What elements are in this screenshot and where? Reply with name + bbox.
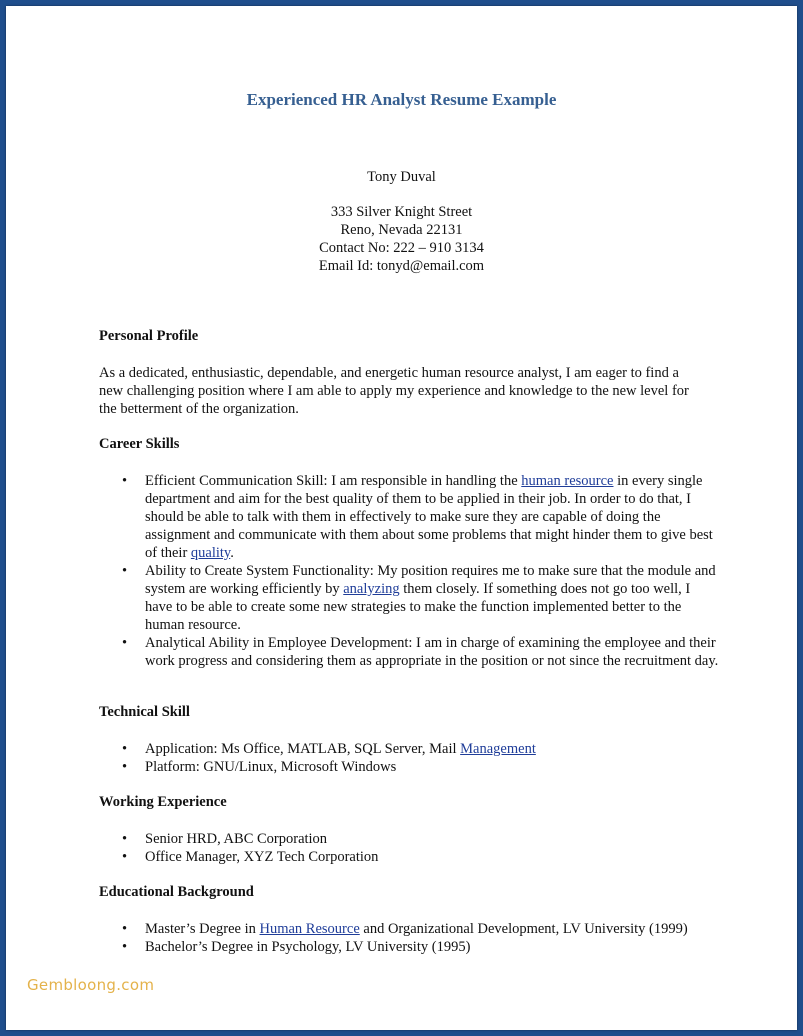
career-skill-2-text: Ability to Create System Functionality: My position requires me to make sure that the module and system are working efficiently by bbox=[145, 563, 716, 597]
working-experience-list bbox=[99, 830, 719, 866]
contact-number: Contact No: 222 – 910 3134 bbox=[319, 240, 484, 256]
education-list bbox=[99, 920, 719, 956]
list-item bbox=[99, 758, 719, 776]
list-item bbox=[99, 920, 719, 938]
career-skill-1-text: Efficient Communication Skill: I am responsible in handling the bbox=[145, 473, 522, 489]
human-resource-link[interactable]: human resource bbox=[521, 473, 614, 489]
career-skill-3-text: Analytical Ability in Employee Development: I am in charge of examining the employee and their work progress and considering them as appropriate in the position or not since the recruitment day. bbox=[145, 635, 719, 669]
list-item bbox=[99, 740, 719, 758]
human-resource-degree-link[interactable]: Human Resource bbox=[259, 921, 360, 937]
document-title: Experienced HR Analyst Resume Example bbox=[246, 90, 557, 109]
technical-skill-list bbox=[99, 740, 719, 776]
experience-2-text: Office Manager, XYZ Tech Corporation bbox=[145, 849, 379, 865]
career-skill-2-text-cont: them closely. If something does not go too well, I have to be able to create some new strategies to make the function implemented better to the human resource. bbox=[145, 581, 691, 633]
list-item bbox=[99, 848, 719, 866]
candidate-name: Tony Duval bbox=[367, 169, 436, 185]
career-skills-list bbox=[99, 472, 719, 670]
working-experience-heading: Working Experience bbox=[99, 794, 227, 810]
technical-skill-2-text: Platform: GNU/Linux, Microsoft Windows bbox=[145, 759, 397, 775]
career-skill-1-text-cont: in every single department and aim for the best quality of them to be applied in their job. In order to do that, I should be able to talk with them in effectively to make sure they are capable of doing the assignment and communicate with them about some problems that might hinder them to give best of their bbox=[145, 473, 713, 561]
education-2-text: Bachelor’s Degree in Psychology, LV University (1995) bbox=[145, 939, 471, 955]
list-item bbox=[99, 938, 719, 956]
career-skills-heading: Career Skills bbox=[99, 436, 180, 452]
email-address: Email Id: tonyd@email.com bbox=[318, 258, 485, 274]
address-line-2: Reno, Nevada 22131 bbox=[340, 222, 463, 238]
list-item bbox=[99, 830, 719, 848]
management-link[interactable]: Management bbox=[460, 741, 536, 757]
education-1-text: Master’s Degree in bbox=[145, 921, 260, 937]
list-item bbox=[99, 634, 719, 670]
education-1-text-cont: and Organizational Development, LV University (1999) bbox=[359, 921, 688, 937]
analyzing-link[interactable]: analyzing bbox=[343, 581, 400, 597]
resume-page bbox=[6, 6, 797, 1030]
technical-skill-1-text: Application: Ms Office, MATLAB, SQL Server, Mail bbox=[145, 741, 461, 757]
education-heading: Educational Background bbox=[99, 884, 254, 900]
watermark: Gembloong.com bbox=[27, 976, 155, 994]
personal-profile-text: As a dedicated, enthusiastic, dependable, and energetic human resource analyst, I am eager to find a new challenging position where I am able to apply my experience and knowledge to the new level for the betterment of the organization. bbox=[99, 365, 689, 417]
list-item bbox=[99, 472, 719, 562]
personal-profile-heading: Personal Profile bbox=[99, 328, 199, 344]
experience-1-text: Senior HRD, ABC Corporation bbox=[145, 831, 328, 847]
list-item bbox=[99, 562, 719, 634]
technical-skill-heading: Technical Skill bbox=[99, 704, 190, 720]
career-skill-1-end: . bbox=[230, 545, 234, 561]
quality-link[interactable]: quality bbox=[190, 545, 231, 561]
address-line-1: 333 Silver Knight Street bbox=[330, 204, 473, 220]
